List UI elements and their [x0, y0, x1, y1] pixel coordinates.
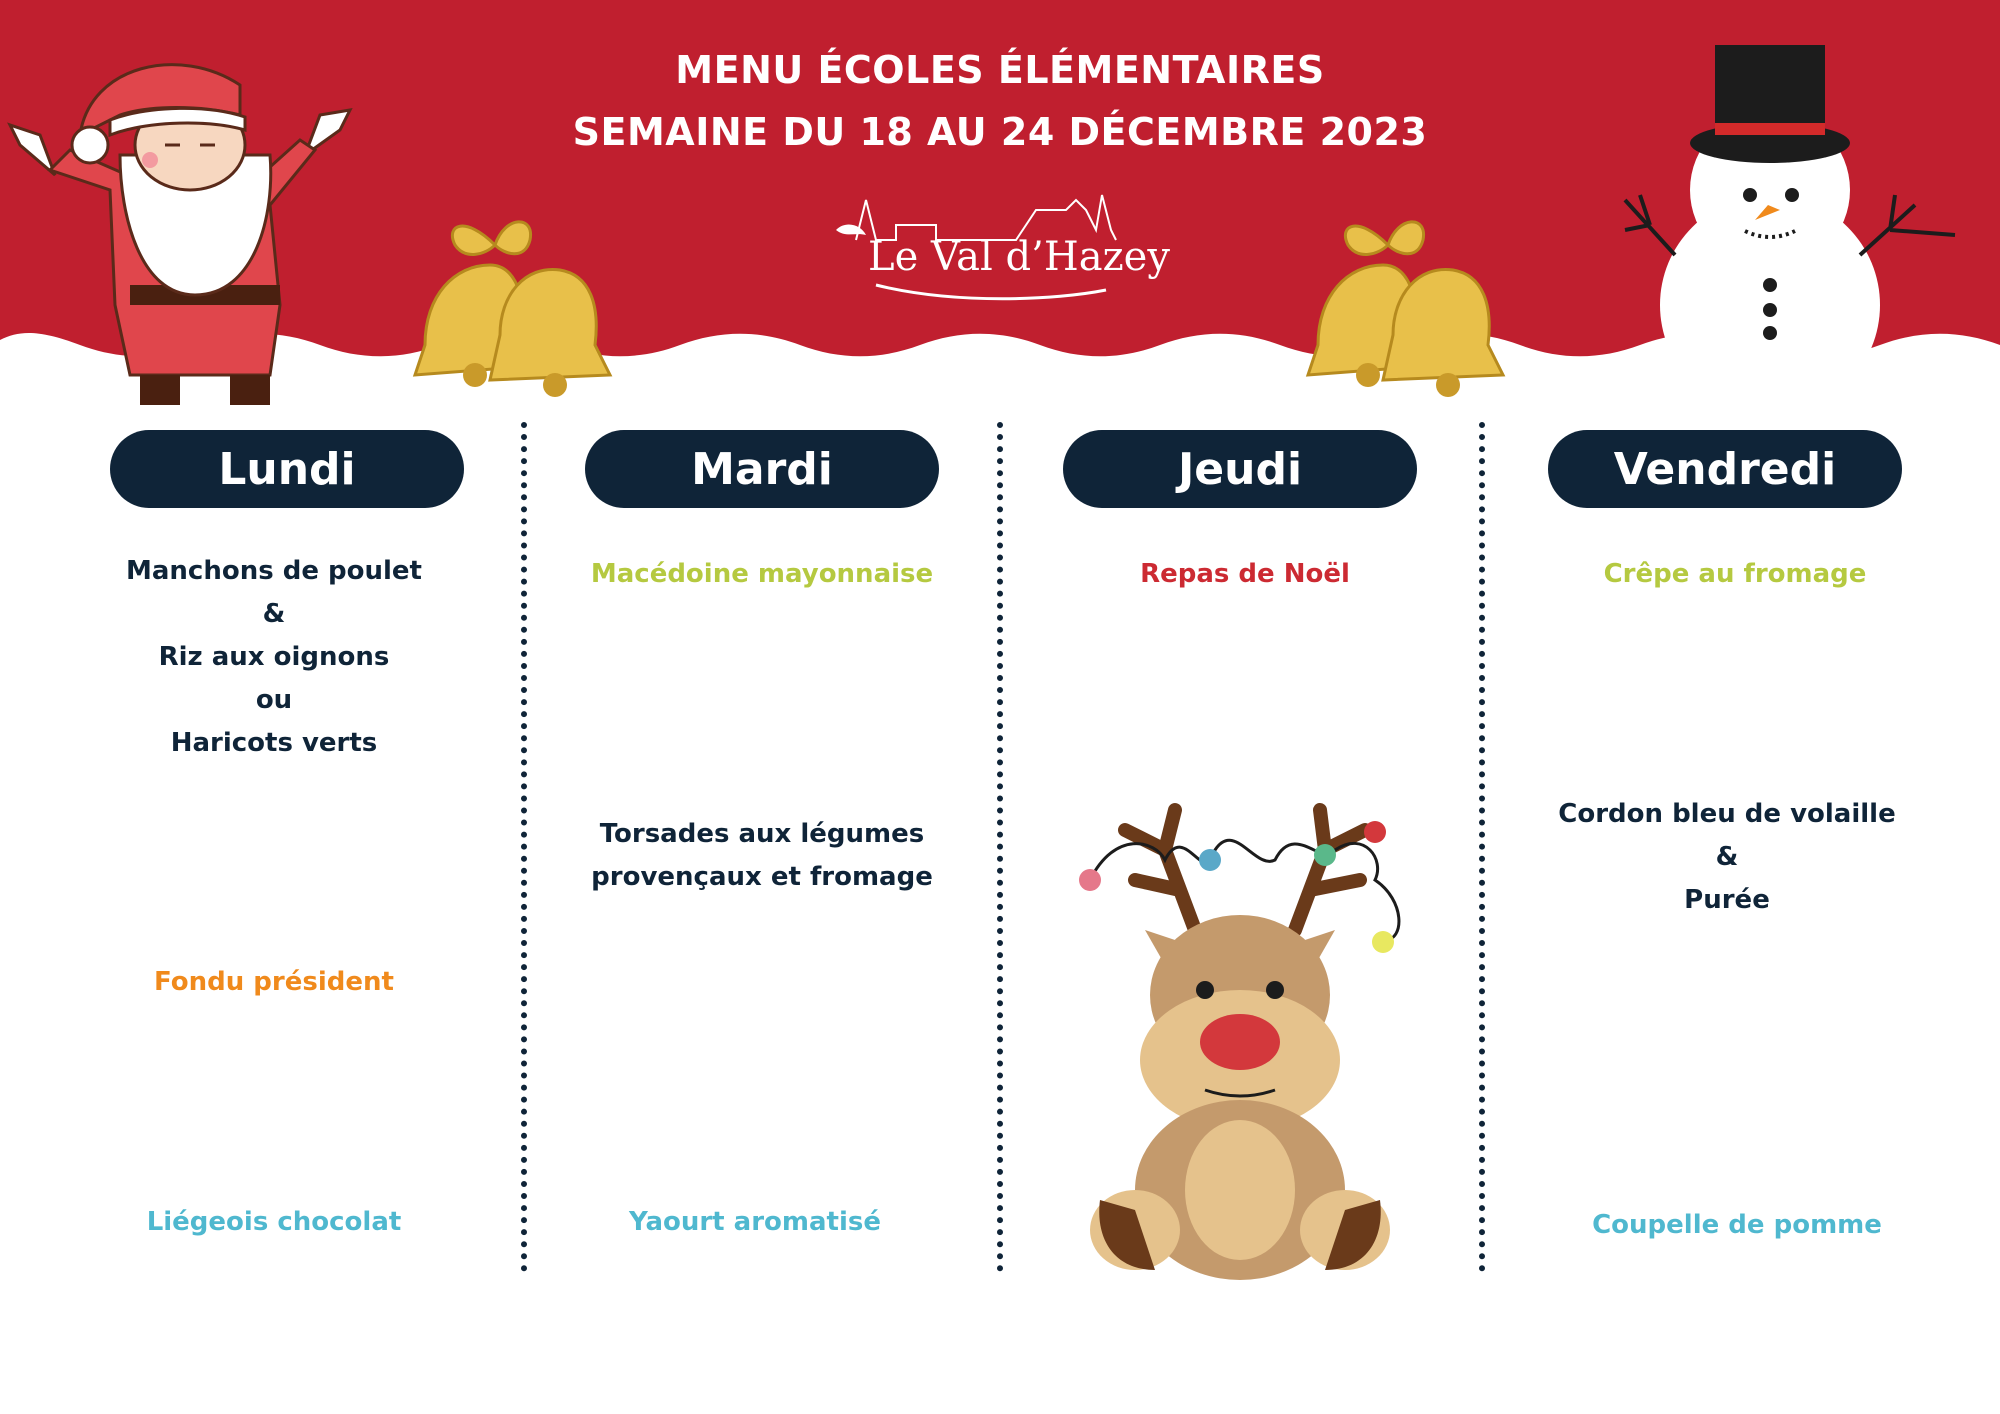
menu-line: Manchons de poulet — [125, 556, 422, 586]
menu-line: ou — [255, 685, 293, 715]
menu-line: & — [262, 599, 286, 629]
menu-item-dessert-mardi: Yaourt aromatisé — [629, 1207, 881, 1237]
column-divider — [1479, 422, 1485, 1272]
menu-item-dessert-vendredi: Coupelle de pomme — [1592, 1210, 1882, 1240]
menu-line: & — [1715, 842, 1739, 872]
logo-text: Le Val d’Hazey — [868, 234, 1170, 280]
christmas-bells-icon — [1298, 205, 1508, 405]
menu-item-starter-mardi: Macédoine mayonnaise — [590, 559, 934, 589]
week-title: SEMAINE DU 18 AU 24 DÉCEMBRE 2023 — [572, 110, 1428, 154]
santa-claus-icon — [0, 45, 360, 415]
menu-item-main-mardi — [562, 813, 962, 899]
day-header-mardi: Mardi — [585, 430, 939, 508]
day-header-jeudi: Jeudi — [1063, 430, 1417, 508]
menu-item-dessert-lundi: Liégeois chocolat — [146, 1207, 402, 1237]
menu-item-christmas-meal-jeudi: Repas de Noël — [1140, 559, 1350, 589]
menu-item-cheese-lundi: Fondu président — [154, 967, 394, 997]
menu-line: Torsades aux légumes — [599, 819, 925, 849]
day-header-lundi: Lundi — [110, 430, 464, 508]
reindeer-icon — [1075, 790, 1425, 1280]
menu-item-starter-vendredi: Crêpe au fromage — [1603, 559, 1867, 589]
column-divider — [997, 422, 1003, 1272]
menu-line: Purée — [1684, 885, 1770, 915]
menu-item-starter-lundi — [74, 550, 474, 765]
menu-title: MENU ÉCOLES ÉLÉMENTAIRES — [675, 48, 1325, 92]
menu-line: Cordon bleu de volaille — [1558, 799, 1896, 829]
menu-line: Haricots verts — [170, 728, 378, 758]
menu-line: Riz aux oignons — [158, 642, 390, 672]
menu-line: provençaux et fromage — [591, 862, 933, 892]
menu-item-main-vendredi — [1527, 793, 1927, 922]
day-header-vendredi: Vendredi — [1548, 430, 1902, 508]
christmas-bells-icon — [405, 205, 615, 405]
column-divider — [521, 422, 527, 1272]
snowman-icon — [1620, 35, 1960, 375]
